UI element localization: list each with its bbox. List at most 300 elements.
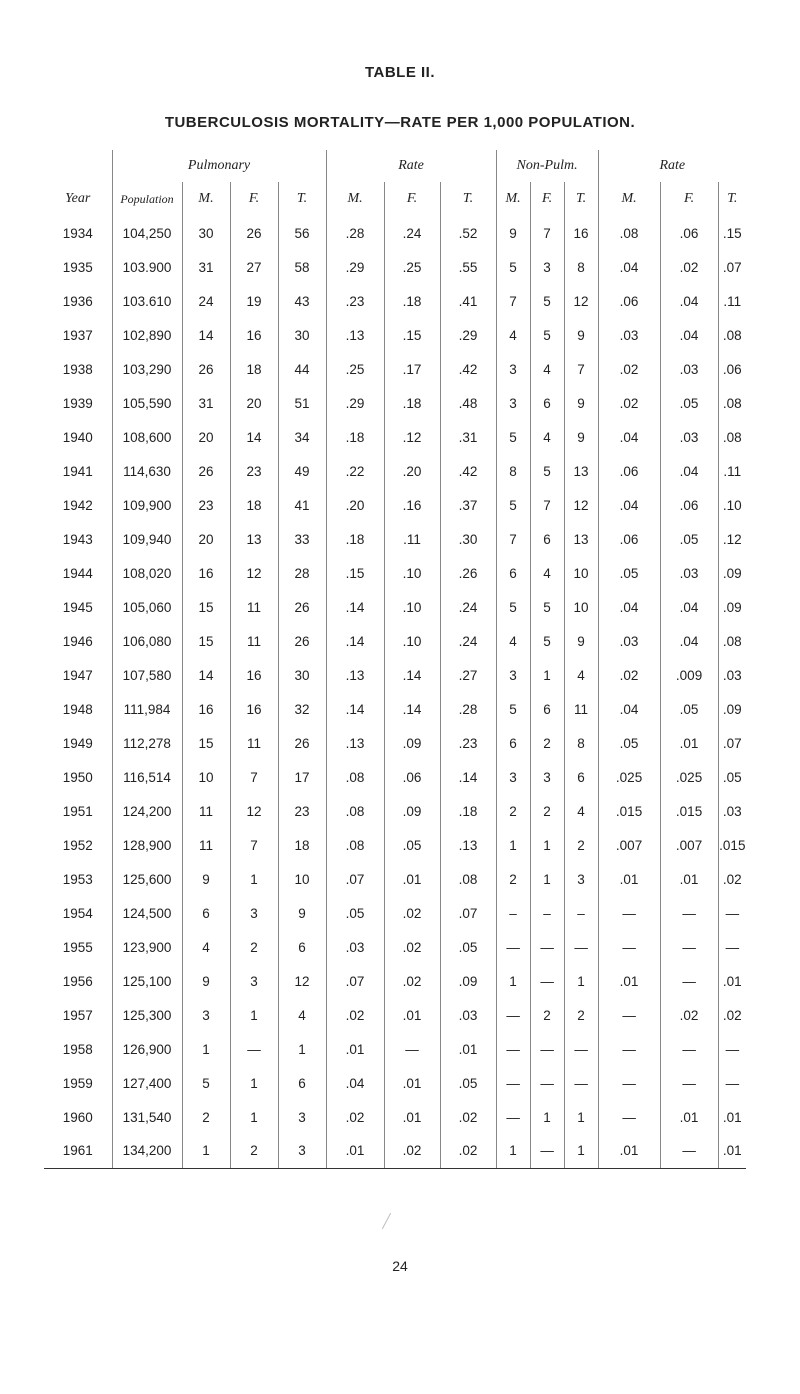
cell-pulm-t: 41 — [278, 488, 326, 522]
cell-pulm-t: 30 — [278, 658, 326, 692]
cell-rate1-m: .14 — [326, 590, 384, 624]
cell-nonpulm-m: 3 — [496, 352, 530, 386]
table-row — [44, 624, 746, 658]
cell-nonpulm-m: 1 — [496, 964, 530, 998]
cell-nonpulm-t: 6 — [564, 760, 598, 794]
cell-rate1-m: .03 — [326, 930, 384, 964]
cell-rate2-m: .01 — [598, 964, 660, 998]
cell-rate2-m: .04 — [598, 250, 660, 284]
cell-rate2-t: .12 — [718, 522, 746, 556]
cell-nonpulm-m: 3 — [496, 658, 530, 692]
cell-pulm-f: 11 — [230, 624, 278, 658]
cell-rate2-m: .06 — [598, 284, 660, 318]
cell-year: 1958 — [62, 1041, 93, 1057]
cell-population: 105,590 — [112, 386, 182, 420]
cell-pulm-t: 3 — [278, 1134, 326, 1168]
cell-rate1-t: .28 — [440, 692, 496, 726]
cell-rate2-f: .05 — [660, 522, 718, 556]
header-rate2-m: M. — [598, 182, 660, 216]
cell-nonpulm-m: 5 — [496, 590, 530, 624]
cell-rate2-t: .09 — [718, 590, 746, 624]
cell-rate2-f: .03 — [660, 420, 718, 454]
cell-rate1-m: .29 — [326, 250, 384, 284]
cell-population: 131,540 — [112, 1100, 182, 1134]
cell-nonpulm-t: 9 — [564, 420, 598, 454]
cell-pulm-f: 27 — [230, 250, 278, 284]
cell-nonpulm-m: 5 — [496, 488, 530, 522]
cell-pulm-m: 15 — [182, 726, 230, 760]
cell-pulm-m: 26 — [182, 352, 230, 386]
cell-rate1-t: .30 — [440, 522, 496, 556]
cell-rate2-m: — — [598, 1100, 660, 1134]
table-row — [44, 1032, 746, 1066]
cell-year: 1945 — [62, 599, 93, 615]
cell-nonpulm-m: 5 — [496, 420, 530, 454]
cell-rate1-m: .20 — [326, 488, 384, 522]
cell-rate1-m: .13 — [326, 726, 384, 760]
cell-nonpulm-f: — — [530, 964, 564, 998]
cell-nonpulm-t: 3 — [564, 862, 598, 896]
cell-pulm-m: 26 — [182, 454, 230, 488]
cell-nonpulm-f: 5 — [530, 284, 564, 318]
cell-rate1-m: .01 — [326, 1134, 384, 1168]
cell-nonpulm-f: 7 — [530, 216, 564, 250]
cell-rate2-m: .02 — [598, 386, 660, 420]
cell-rate2-f: — — [660, 1066, 718, 1100]
cell-rate1-t: .24 — [440, 624, 496, 658]
cell-rate1-t: .09 — [440, 964, 496, 998]
cell-rate1-m: .29 — [326, 386, 384, 420]
cell-pulm-t: 26 — [278, 590, 326, 624]
cell-rate2-m: .05 — [598, 556, 660, 590]
cell-population: 111,984 — [112, 692, 182, 726]
cell-pulm-t: 12 — [278, 964, 326, 998]
cell-pulm-f: 3 — [230, 964, 278, 998]
cell-rate2-f: .04 — [660, 624, 718, 658]
cell-nonpulm-m: 1 — [496, 828, 530, 862]
cell-rate2-f: .01 — [660, 1100, 718, 1134]
cell-pulm-m: 14 — [182, 318, 230, 352]
cell-nonpulm-t: 12 — [564, 284, 598, 318]
cell-pulm-m: 23 — [182, 488, 230, 522]
group-rate-non-pulmonary: Rate — [598, 150, 746, 182]
cell-rate1-f: .12 — [384, 420, 440, 454]
cell-rate2-t: — — [718, 1066, 746, 1100]
cell-rate2-t: .01 — [718, 1134, 746, 1168]
cell-rate2-m: .01 — [598, 862, 660, 896]
cell-year: 1943 — [62, 531, 93, 547]
group-pulmonary: Pulmonary — [112, 150, 326, 182]
cell-rate2-f: .04 — [660, 284, 718, 318]
header-rate1-t: T. — [440, 182, 496, 216]
cell-rate1-f: .01 — [384, 1100, 440, 1134]
cell-rate1-f: .10 — [384, 556, 440, 590]
cell-pulm-t: 6 — [278, 1066, 326, 1100]
cell-nonpulm-t: 11 — [564, 692, 598, 726]
cell-population: 107,580 — [112, 658, 182, 692]
cell-rate1-t: .02 — [440, 1100, 496, 1134]
cell-pulm-f: 3 — [230, 896, 278, 930]
cell-rate2-f: — — [660, 896, 718, 930]
cell-nonpulm-t: 16 — [564, 216, 598, 250]
cell-nonpulm-t: 2 — [564, 828, 598, 862]
cell-rate2-m: .03 — [598, 318, 660, 352]
cell-rate2-t: .08 — [718, 386, 746, 420]
cell-nonpulm-f: – — [530, 896, 564, 930]
cell-rate1-t: .37 — [440, 488, 496, 522]
cell-nonpulm-f: 3 — [530, 250, 564, 284]
table-row — [44, 318, 746, 352]
cell-rate1-m: .28 — [326, 216, 384, 250]
cell-year: 1940 — [62, 429, 93, 445]
cell-population: 109,940 — [112, 522, 182, 556]
cell-pulm-t: 34 — [278, 420, 326, 454]
cell-nonpulm-m: 1 — [496, 1134, 530, 1168]
cell-nonpulm-f: 7 — [530, 488, 564, 522]
cell-rate2-m: .01 — [598, 1134, 660, 1168]
table-row — [44, 454, 746, 488]
cell-pulm-t: 26 — [278, 726, 326, 760]
cell-population: 102,890 — [112, 318, 182, 352]
cell-rate1-m: .22 — [326, 454, 384, 488]
table-row — [44, 284, 746, 318]
cell-nonpulm-f: 6 — [530, 386, 564, 420]
cell-rate2-f: .007 — [660, 828, 718, 862]
cell-rate1-f: .24 — [384, 216, 440, 250]
cell-rate1-f: .25 — [384, 250, 440, 284]
cell-population: 114,630 — [112, 454, 182, 488]
cell-nonpulm-t: 1 — [564, 964, 598, 998]
cell-nonpulm-t: 9 — [564, 624, 598, 658]
cell-nonpulm-m: — — [496, 1066, 530, 1100]
cell-pulm-m: 16 — [182, 692, 230, 726]
cell-rate2-m: .04 — [598, 590, 660, 624]
cell-nonpulm-f: 3 — [530, 760, 564, 794]
cell-pulm-f: 1 — [230, 1100, 278, 1134]
cell-rate1-m: .13 — [326, 658, 384, 692]
table-row — [44, 1134, 746, 1168]
cell-population: 105,060 — [112, 590, 182, 624]
cell-pulm-m: 3 — [182, 998, 230, 1032]
cell-pulm-f: 16 — [230, 318, 278, 352]
cell-nonpulm-t: — — [564, 930, 598, 964]
cell-rate1-f: .18 — [384, 284, 440, 318]
cell-rate1-m: .05 — [326, 896, 384, 930]
cell-nonpulm-f: — — [530, 930, 564, 964]
cell-rate2-m: — — [598, 1032, 660, 1066]
cell-population: 109,900 — [112, 488, 182, 522]
cell-rate1-f: .01 — [384, 862, 440, 896]
cell-year: 1939 — [62, 395, 93, 411]
cell-population: 106,080 — [112, 624, 182, 658]
cell-pulm-t: 44 — [278, 352, 326, 386]
cell-rate2-t: — — [718, 1032, 746, 1066]
cell-rate2-t: .08 — [718, 624, 746, 658]
cell-nonpulm-f: 5 — [530, 590, 564, 624]
table-row — [44, 658, 746, 692]
cell-year: 1937 — [62, 327, 93, 343]
cell-year: 1955 — [62, 939, 93, 955]
cell-rate2-t: .07 — [718, 250, 746, 284]
cell-pulm-t: 1 — [278, 1032, 326, 1066]
cell-nonpulm-t: – — [564, 896, 598, 930]
cell-rate1-f: .02 — [384, 896, 440, 930]
cell-year: 1935 — [62, 259, 93, 275]
cell-rate2-m: .04 — [598, 692, 660, 726]
cell-pulm-f: 2 — [230, 930, 278, 964]
cell-population: 125,300 — [112, 998, 182, 1032]
cell-year: 1941 — [62, 463, 93, 479]
cell-pulm-f: 7 — [230, 828, 278, 862]
cell-rate1-m: .25 — [326, 352, 384, 386]
cell-nonpulm-m: 9 — [496, 216, 530, 250]
cell-pulm-t: 3 — [278, 1100, 326, 1134]
cell-rate1-f: .10 — [384, 624, 440, 658]
cell-rate1-m: .02 — [326, 1100, 384, 1134]
cell-rate1-t: .02 — [440, 1134, 496, 1168]
cell-year: 1957 — [62, 1007, 93, 1023]
cell-rate2-t: .01 — [718, 964, 746, 998]
header-rate2-f: F. — [660, 182, 718, 216]
cell-population: 103.900 — [112, 250, 182, 284]
cell-rate2-f: — — [660, 930, 718, 964]
cell-nonpulm-f: 4 — [530, 420, 564, 454]
cell-rate1-t: .13 — [440, 828, 496, 862]
cell-year: 1954 — [62, 905, 93, 921]
cell-pulm-m: 11 — [182, 828, 230, 862]
cell-rate1-m: .14 — [326, 692, 384, 726]
cell-year: 1949 — [62, 735, 93, 751]
cell-rate2-f: .03 — [660, 352, 718, 386]
cell-pulm-m: 14 — [182, 658, 230, 692]
cell-rate2-t: .08 — [718, 420, 746, 454]
cell-pulm-f: 20 — [230, 386, 278, 420]
group-rate-pulmonary: Rate — [326, 150, 496, 182]
cell-nonpulm-t: 13 — [564, 454, 598, 488]
cell-nonpulm-t: 8 — [564, 726, 598, 760]
column-header-row — [44, 182, 746, 216]
cell-rate1-t: .08 — [440, 862, 496, 896]
cell-pulm-f: 11 — [230, 590, 278, 624]
header-year: Year — [65, 191, 91, 206]
cell-year: 1934 — [62, 225, 93, 241]
cell-nonpulm-f: 6 — [530, 522, 564, 556]
cell-pulm-m: 11 — [182, 794, 230, 828]
cell-rate1-f: .14 — [384, 692, 440, 726]
cell-rate1-m: .08 — [326, 794, 384, 828]
cell-pulm-m: 1 — [182, 1134, 230, 1168]
cell-rate2-t: .06 — [718, 352, 746, 386]
cell-pulm-f: 16 — [230, 658, 278, 692]
cell-rate2-t: .03 — [718, 658, 746, 692]
cell-nonpulm-f: 5 — [530, 454, 564, 488]
cell-rate2-f: .01 — [660, 726, 718, 760]
cell-pulm-t: 18 — [278, 828, 326, 862]
cell-rate2-t: .11 — [718, 454, 746, 488]
cell-rate2-m: .05 — [598, 726, 660, 760]
cell-rate1-f: .14 — [384, 658, 440, 692]
cell-nonpulm-t: 9 — [564, 318, 598, 352]
cell-rate2-m: .025 — [598, 760, 660, 794]
cell-nonpulm-f: 5 — [530, 624, 564, 658]
cell-rate2-f: .04 — [660, 454, 718, 488]
cell-pulm-m: 5 — [182, 1066, 230, 1100]
cell-rate1-f: .11 — [384, 522, 440, 556]
cell-pulm-f: 7 — [230, 760, 278, 794]
cell-rate2-t: .08 — [718, 318, 746, 352]
cell-year: 1961 — [44, 1134, 112, 1168]
cell-population: 124,500 — [112, 896, 182, 930]
cell-year: 1950 — [62, 769, 93, 785]
cell-year: 1948 — [62, 701, 93, 717]
cell-rate2-f: .06 — [660, 488, 718, 522]
cell-rate2-t: .09 — [718, 556, 746, 590]
cell-pulm-m: 15 — [182, 590, 230, 624]
header-nonpulm-t: T. — [564, 182, 598, 216]
cell-rate2-f: .01 — [660, 862, 718, 896]
cell-rate1-t: .24 — [440, 590, 496, 624]
cell-population: 103.610 — [112, 284, 182, 318]
table-body — [44, 216, 746, 1168]
table-row — [44, 998, 746, 1032]
cell-rate2-f: — — [660, 1032, 718, 1066]
cell-rate1-t: .31 — [440, 420, 496, 454]
cell-rate2-t: .02 — [718, 998, 746, 1032]
cell-rate2-m: .02 — [598, 352, 660, 386]
header-pulm-t: T. — [278, 182, 326, 216]
cell-rate1-m: .08 — [326, 828, 384, 862]
cell-rate1-t: .26 — [440, 556, 496, 590]
cell-pulm-m: 2 — [182, 1100, 230, 1134]
table-row — [44, 1100, 746, 1134]
cell-pulm-m: 24 — [182, 284, 230, 318]
group-header-row — [44, 150, 746, 182]
cell-year: 1944 — [62, 565, 93, 581]
cell-nonpulm-m: — — [496, 930, 530, 964]
cell-nonpulm-t: 4 — [564, 658, 598, 692]
cell-pulm-t: 28 — [278, 556, 326, 590]
cell-pulm-f: 1 — [230, 1066, 278, 1100]
cell-pulm-f: 14 — [230, 420, 278, 454]
cell-nonpulm-f: — — [530, 1032, 564, 1066]
cell-nonpulm-m: 6 — [496, 556, 530, 590]
table-row — [44, 590, 746, 624]
cell-year: 1942 — [62, 497, 93, 513]
cell-pulm-m: 15 — [182, 624, 230, 658]
table-row — [44, 862, 746, 896]
cell-nonpulm-t: 4 — [564, 794, 598, 828]
cell-year: 1947 — [62, 667, 93, 683]
cell-nonpulm-f: 1 — [530, 828, 564, 862]
cell-rate2-f: .015 — [660, 794, 718, 828]
cell-rate1-t: .42 — [440, 454, 496, 488]
cell-year: 1953 — [62, 871, 93, 887]
cell-rate2-t: .01 — [718, 1100, 746, 1134]
cell-rate2-t: .015 — [718, 828, 746, 862]
cell-rate2-t: — — [718, 896, 746, 930]
cell-rate1-m: .07 — [326, 964, 384, 998]
cell-rate2-m: .015 — [598, 794, 660, 828]
cell-rate1-f: .06 — [384, 760, 440, 794]
cell-nonpulm-f: 2 — [530, 726, 564, 760]
cell-nonpulm-m: 2 — [496, 794, 530, 828]
cell-pulm-t: 4 — [278, 998, 326, 1032]
cell-rate1-m: .23 — [326, 284, 384, 318]
cell-rate1-m: .15 — [326, 556, 384, 590]
cell-population: 124,200 — [112, 794, 182, 828]
cell-year: 1960 — [62, 1109, 93, 1125]
cell-nonpulm-f: 4 — [530, 556, 564, 590]
cell-rate1-f: — — [384, 1032, 440, 1066]
table-row — [44, 556, 746, 590]
cell-rate1-m: .04 — [326, 1066, 384, 1100]
cell-rate2-t: .10 — [718, 488, 746, 522]
cell-year: 1951 — [62, 803, 93, 819]
cell-rate2-m: .03 — [598, 624, 660, 658]
cell-pulm-f: — — [230, 1032, 278, 1066]
cell-population: 116,514 — [112, 760, 182, 794]
cell-nonpulm-f: 4 — [530, 352, 564, 386]
cell-nonpulm-t: — — [564, 1066, 598, 1100]
cell-pulm-t: 51 — [278, 386, 326, 420]
cell-pulm-t: 58 — [278, 250, 326, 284]
cell-rate1-t: .41 — [440, 284, 496, 318]
cell-rate2-m: .04 — [598, 488, 660, 522]
table-row — [44, 726, 746, 760]
cell-rate2-f: .06 — [660, 216, 718, 250]
cell-year: 1946 — [62, 633, 93, 649]
cell-population: 108,020 — [112, 556, 182, 590]
cell-rate1-m: .02 — [326, 998, 384, 1032]
header-population: Population — [112, 182, 182, 216]
cell-rate1-f: .02 — [384, 1134, 440, 1168]
cell-pulm-f: 2 — [230, 1134, 278, 1168]
cell-pulm-t: 30 — [278, 318, 326, 352]
cell-rate1-t: .03 — [440, 998, 496, 1032]
cell-rate2-f: .04 — [660, 318, 718, 352]
cell-pulm-t: 10 — [278, 862, 326, 896]
cell-nonpulm-f: 6 — [530, 692, 564, 726]
cell-rate1-t: .07 — [440, 896, 496, 930]
cell-rate2-t: .02 — [718, 862, 746, 896]
cell-population: 128,900 — [112, 828, 182, 862]
header-nonpulm-f: F. — [530, 182, 564, 216]
header-rate1-f: F. — [384, 182, 440, 216]
cell-nonpulm-m: – — [496, 896, 530, 930]
cell-rate2-t: .05 — [718, 760, 746, 794]
table-row — [44, 760, 746, 794]
cell-rate1-f: .10 — [384, 590, 440, 624]
cell-pulm-t: 17 — [278, 760, 326, 794]
cell-pulm-m: 1 — [182, 1032, 230, 1066]
cell-population: 108,600 — [112, 420, 182, 454]
cell-nonpulm-m: — — [496, 998, 530, 1032]
cell-nonpulm-t: 13 — [564, 522, 598, 556]
cell-rate1-f: .17 — [384, 352, 440, 386]
cell-rate1-m: .13 — [326, 318, 384, 352]
cell-nonpulm-t: 9 — [564, 386, 598, 420]
cell-nonpulm-m: 5 — [496, 692, 530, 726]
cell-population: 127,400 — [112, 1066, 182, 1100]
table-row — [44, 386, 746, 420]
cell-rate2-m: .06 — [598, 522, 660, 556]
table-row — [44, 692, 746, 726]
cell-rate1-t: .18 — [440, 794, 496, 828]
cell-rate2-f: .02 — [660, 250, 718, 284]
cell-nonpulm-f: — — [530, 1066, 564, 1100]
cell-population: 103,290 — [112, 352, 182, 386]
cell-rate2-m: — — [598, 896, 660, 930]
